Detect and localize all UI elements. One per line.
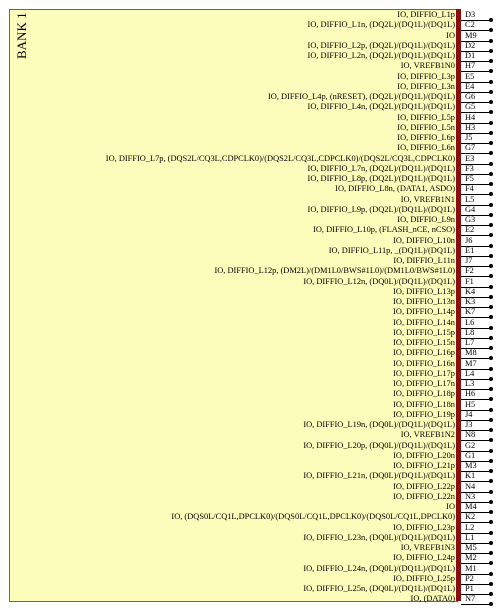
pin-number-label: H4 — [465, 112, 476, 122]
pin-number-label: F2 — [465, 266, 474, 276]
pin-number-label: L3 — [465, 379, 475, 388]
pin-function-label: IO, DIFFIO_L9p, (DQ2L)/(DQ1L)/(DQ1L) — [307, 204, 455, 214]
pin-number-label: L7 — [465, 338, 475, 347]
pin-number-label: K4 — [465, 286, 476, 296]
pin-number-label: F4 — [465, 184, 474, 194]
pin-number-label: P2 — [465, 573, 474, 583]
pin-number-label: G5 — [465, 102, 476, 112]
pin-number-label: N4 — [465, 481, 476, 491]
pin-function-label: IO, DIFFIO_L17n — [393, 379, 455, 388]
pin-function-label: IO, DIFFIO_L13p — [393, 286, 455, 296]
pin-number-label: G6 — [465, 92, 476, 101]
pin-function-label: IO, DIFFIO_L24p — [393, 553, 455, 563]
pin-lead-line — [461, 604, 492, 605]
pin-number-label: P1 — [465, 584, 474, 593]
pin-number-label: E4 — [465, 81, 475, 91]
pin-number-label: D3 — [465, 10, 476, 19]
pin-function-label: IO, DIFFIO_L2n, (DQ2L)/(DQ1L)/(DQ1L) — [307, 51, 455, 60]
pin-terminal-dot — [489, 602, 493, 606]
pin-function-label: IO, DIFFIO_L16p — [393, 348, 455, 358]
pin-number-label: M8 — [465, 348, 477, 358]
pin-function-label: IO — [446, 502, 455, 511]
pin-function-label: IO, DIFFIO_L18p — [393, 389, 455, 399]
pin-function-label: IO, DIFFIO_L12n, (DQ0L)/(DQ1L)/(DQ1L) — [303, 276, 455, 286]
pin-function-label: IO, DIFFIO_L7n, (DQ2L)/(DQ1L)/(DQ1L) — [307, 163, 455, 173]
pin-function-label: IO, VREFB1N3 — [400, 543, 455, 552]
pin-number-label: J6 — [465, 235, 473, 245]
pin-function-label: IO, DIFFIO_L12p, (DM2L)/(DM1L0/BWS#1L0)/(DM1L0/BWS#1L0) — [214, 266, 455, 276]
pin-function-label: IO, VREFB1N2 — [400, 430, 455, 440]
pin-number-label: E3 — [465, 153, 475, 163]
pin-number-label: E5 — [465, 71, 475, 81]
pin-number-label: G7 — [465, 143, 476, 153]
pin-function-label: IO, DIFFIO_L24n, (DQ0L)/(DQ1L)/(DQ1L) — [303, 563, 455, 573]
pin-function-label: IO, DIFFIO_L13n — [393, 297, 455, 306]
pin-function-label: IO, DIFFIO_L1p — [397, 10, 455, 19]
pin-function-label: IO, DIFFIO_L3p — [397, 71, 455, 81]
pin-number-label: G1 — [465, 450, 476, 460]
pin-number-label: K7 — [465, 307, 476, 317]
pin-row — [0, 21, 500, 31]
pin-number-label: N7 — [465, 594, 476, 604]
pin-number-label: G2 — [465, 440, 476, 450]
pin-number-label: K1 — [465, 471, 476, 481]
pin-number-label: L2 — [465, 522, 475, 532]
pin-function-label: IO, DIFFIO_L22n — [393, 491, 455, 501]
pin-function-label: IO, DIFFIO_L16n — [393, 358, 455, 368]
pin-function-label: IO, DIFFIO_L23p — [393, 522, 455, 532]
pin-number-label: K2 — [465, 512, 476, 522]
pin-number-label: D1 — [465, 51, 476, 60]
pin-function-label: IO, DIFFIO_L3n — [397, 81, 455, 91]
pin-row — [0, 493, 500, 503]
pin-function-label: IO, DIFFIO_L4n, (DQ2L)/(DQ1L)/(DQ1L) — [307, 102, 455, 112]
pin-function-label: IO, DIFFIO_L6n — [397, 143, 455, 153]
pin-number-label: J4 — [465, 409, 473, 419]
pin-number-label: L1 — [465, 532, 475, 542]
pin-number-label: L4 — [465, 368, 475, 378]
pin-function-label: IO, DIFFIO_L8n, (DATA1, ASDO) — [335, 184, 455, 194]
pin-number-label: L5 — [465, 194, 475, 204]
pin-function-label: IO, VREFB1N0 — [400, 61, 455, 71]
pin-number-label: L8 — [465, 327, 475, 337]
pin-function-label: IO, DIFFIO_L20n — [393, 450, 455, 460]
pin-number-label: J5 — [465, 133, 473, 142]
pin-number-label: G4 — [465, 204, 476, 214]
pin-function-label: IO, DIFFIO_L25p — [393, 573, 455, 583]
pin-number-label: F5 — [465, 174, 474, 183]
pin-row — [0, 595, 500, 605]
pin-number-label: M7 — [465, 358, 477, 368]
pin-number-label: M9 — [465, 30, 477, 40]
pin-function-label: IO, (DATA0) — [410, 594, 455, 604]
pin-number-label: F1 — [465, 276, 474, 286]
pin-function-label: IO, DIFFIO_L9n — [397, 215, 455, 224]
pin-number-label: H5 — [465, 399, 476, 409]
pin-function-label: IO, DIFFIO_L22p — [393, 481, 455, 491]
pin-function-label: IO, DIFFIO_L8p, (DQ2L)/(DQ1L)/(DQ1L) — [307, 174, 455, 183]
pin-function-label: IO, DIFFIO_L18n — [393, 399, 455, 409]
pin-function-label: IO, (DQS0L/CQ1L,DPCLK0)/(DQS0L/CQ1L,DPCLK0)/(DQS0L/CQ1L,DPCLK0) — [171, 512, 455, 522]
pin-function-label: IO, DIFFIO_L14p — [393, 307, 455, 317]
pin-number-label: H7 — [465, 61, 476, 71]
pin-function-label: IO, VREFB1N1 — [400, 194, 455, 204]
pin-function-label: IO, DIFFIO_L2p, (DQ2L)/(DQ1L)/(DQ1L) — [307, 40, 455, 50]
pin-function-label: IO, DIFFIO_L23n, (DQ0L)/(DQ1L)/(DQ1L) — [303, 532, 455, 542]
pin-number-label: E2 — [465, 225, 475, 235]
bank-title: BANK 1 — [14, 12, 29, 59]
pin-number-label: H3 — [465, 122, 476, 132]
pin-function-label: IO, DIFFIO_L7p, (DQS2L/CQ3L,CDPCLK0)/(DQS2L/CQ3L,CDPCLK0)/(DQS2L/CQ3L,CDPCLK0) — [105, 153, 455, 163]
pin-function-label: IO, DIFFIO_L21n, (DQ0L)/(DQ1L)/(DQ1L) — [303, 471, 455, 481]
pin-number-label: M5 — [465, 543, 477, 552]
pin-number-label: C2 — [465, 20, 475, 30]
pin-number-label: F3 — [465, 163, 474, 173]
pin-function-label: IO, DIFFIO_L19p — [393, 409, 455, 419]
pin-function-label: IO, DIFFIO_L17p — [393, 368, 455, 378]
pin-number-label: J3 — [465, 420, 473, 429]
pin-number-label: M3 — [465, 461, 477, 470]
pin-number-label: M2 — [465, 553, 477, 563]
pin-function-label: IO, DIFFIO_L15n — [393, 338, 455, 347]
pin-function-label: IO, DIFFIO_L21p — [393, 461, 455, 470]
pin-number-label: J7 — [465, 256, 473, 265]
pin-function-label: IO, DIFFIO_L5n — [397, 122, 455, 132]
pin-number-label: D2 — [465, 40, 476, 50]
pin-function-label: IO, DIFFIO_L14n — [393, 317, 455, 327]
pin-function-label: IO, DIFFIO_L10n — [393, 235, 455, 245]
pin-function-label: IO, DIFFIO_L6p — [397, 133, 455, 142]
pin-function-label: IO, DIFFIO_L19n, (DQ0L)/(DQ1L)/(DQ1L) — [303, 420, 455, 429]
pin-number-label: H6 — [465, 389, 476, 399]
pin-function-label: IO, DIFFIO_L15p — [393, 327, 455, 337]
pin-function-label: IO, DIFFIO_L10p, (FLASH_nCE, nCSO) — [313, 225, 455, 235]
pin-function-label: IO, DIFFIO_L11n — [393, 256, 455, 265]
pin-number-label: L6 — [465, 317, 475, 327]
pin-number-label: K3 — [465, 297, 476, 306]
pin-function-label: IO, DIFFIO_L25n, (DQ0L)/(DQ1L)/(DQ1L) — [303, 584, 455, 593]
pin-number-label: N8 — [465, 430, 476, 440]
pin-function-label: IO, DIFFIO_L4p, (nRESET), (DQ2L)/(DQ1L)/(DQ1L) — [267, 92, 455, 101]
pin-number-label: G3 — [465, 215, 476, 224]
pin-number-label: N3 — [465, 491, 476, 501]
pin-function-label: IO — [446, 30, 455, 40]
pin-number-label: E1 — [465, 245, 475, 255]
pin-function-label: IO, DIFFIO_L20p, (DQ0L)/(DQ1L)/(DQ1L) — [303, 440, 455, 450]
pin-function-label: IO, DIFFIO_L1n, (DQ2L)/(DQ1L)/(DQ1L) — [307, 20, 455, 30]
pin-function-label: IO, DIFFIO_L5p — [397, 112, 455, 122]
pin-function-label: IO, DIFFIO_L11p, _(DQ1L)/(DQ1L) — [328, 245, 455, 255]
pin-number-label: M4 — [465, 502, 477, 511]
pin-number-label: M1 — [465, 563, 477, 573]
